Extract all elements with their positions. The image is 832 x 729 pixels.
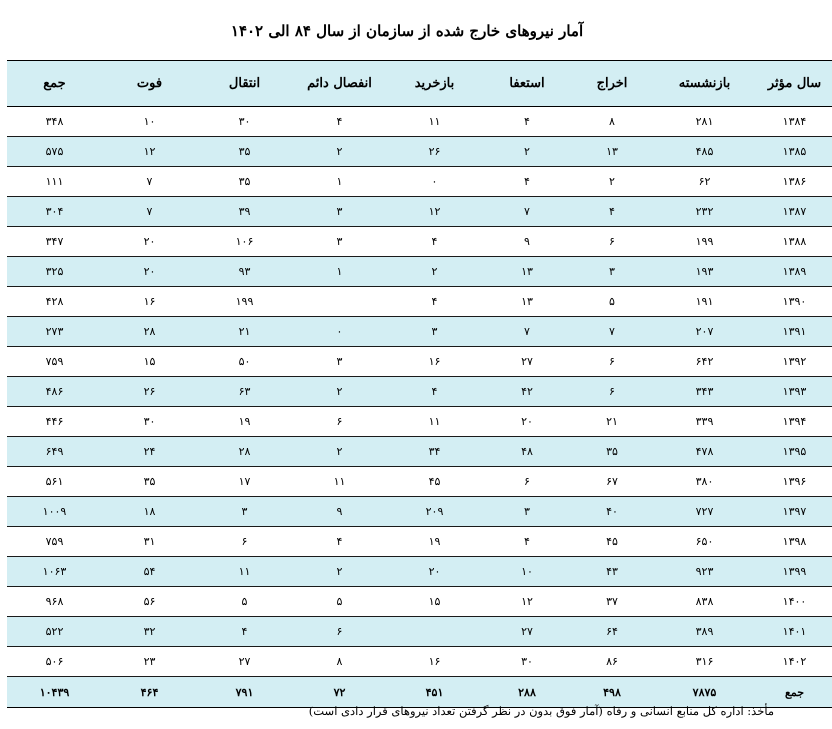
table-cell-transfer: ۴ (197, 617, 292, 647)
table-cell-dismissed: ۴۵ (572, 527, 652, 557)
table-cell-total: ۵۶۱ (7, 467, 102, 497)
table-cell-retired: ۲۰۷ (652, 317, 757, 347)
table-cell-dismissed: ۲ (572, 167, 652, 197)
table-cell-permanent-separation: ۲ (292, 437, 387, 467)
table-cell-permanent-separation (292, 287, 387, 317)
table-cell-dismissed: ۶ (572, 347, 652, 377)
table-cell-dismissed: ۱۳ (572, 137, 652, 167)
table-cell-resigned: ۴۸ (482, 437, 572, 467)
table-cell-retired: ۱۹۱ (652, 287, 757, 317)
total-cell-transfer: ۷۹۱ (197, 677, 292, 708)
table-cell-year: ۱۳۹۵ (757, 437, 832, 467)
table-cell-dismissed: ۸ (572, 107, 652, 137)
table-cell-resigned: ۴ (482, 107, 572, 137)
table-cell-deceased: ۱۰ (102, 107, 197, 137)
table-cell-retired: ۲۸۱ (652, 107, 757, 137)
table-cell-dismissed: ۳۵ (572, 437, 652, 467)
total-cell-permanent-separation: ۷۲ (292, 677, 387, 708)
table-cell-deceased: ۵۶ (102, 587, 197, 617)
table-row (7, 617, 832, 647)
table-cell-buyout: ۲۶ (387, 137, 482, 167)
table-cell-buyout: ۱۱ (387, 407, 482, 437)
table-cell-year: ۱۳۸۷ (757, 197, 832, 227)
table-cell-transfer: ۱۷ (197, 467, 292, 497)
table-cell-buyout: ۴۵ (387, 467, 482, 497)
table-cell-permanent-separation: ۱ (292, 167, 387, 197)
table-cell-year: ۱۳۹۱ (757, 317, 832, 347)
table-cell-retired: ۳۸۰ (652, 467, 757, 497)
stats-table (7, 60, 832, 708)
table-cell-resigned: ۱۳ (482, 287, 572, 317)
table-cell-transfer: ۳۰ (197, 107, 292, 137)
table-row (7, 557, 832, 587)
table-cell-total: ۵۰۶ (7, 647, 102, 677)
table-row (7, 107, 832, 137)
table-cell-resigned: ۱۳ (482, 257, 572, 287)
table-cell-total: ۲۷۳ (7, 317, 102, 347)
table-cell-permanent-separation: ۴ (292, 527, 387, 557)
table-cell-deceased: ۷ (102, 167, 197, 197)
table-cell-year: ۱۳۹۲ (757, 347, 832, 377)
table-cell-total: ۳۰۴ (7, 197, 102, 227)
table-cell-permanent-separation: ۲ (292, 137, 387, 167)
table-cell-buyout: ۴ (387, 227, 482, 257)
table-cell-permanent-separation: ۵ (292, 587, 387, 617)
table-cell-deceased: ۲۴ (102, 437, 197, 467)
table-row (7, 197, 832, 227)
table-cell-total: ۷۵۹ (7, 527, 102, 557)
table-cell-transfer: ۳۵ (197, 167, 292, 197)
table-cell-year: ۱۳۸۹ (757, 257, 832, 287)
table-cell-total: ۶۴۹ (7, 437, 102, 467)
table-cell-permanent-separation: ۱ (292, 257, 387, 287)
total-cell-deceased: ۴۶۴ (102, 677, 197, 708)
table-cell-dismissed: ۴۰ (572, 497, 652, 527)
table-cell-year: ۱۳۸۴ (757, 107, 832, 137)
table-cell-resigned: ۱۰ (482, 557, 572, 587)
table-cell-year: ۱۴۰۲ (757, 647, 832, 677)
table-cell-resigned: ۶ (482, 467, 572, 497)
table-row (7, 377, 832, 407)
table-row (7, 227, 832, 257)
table-cell-deceased: ۵۴ (102, 557, 197, 587)
table-row (7, 527, 832, 557)
table-cell-dismissed: ۵ (572, 287, 652, 317)
table-cell-dismissed: ۶ (572, 377, 652, 407)
table-cell-year: ۱۳۸۸ (757, 227, 832, 257)
table-cell-resigned: ۲ (482, 137, 572, 167)
table-cell-resigned: ۴ (482, 527, 572, 557)
table-cell-transfer: ۲۷ (197, 647, 292, 677)
table-row (7, 257, 832, 287)
table-row (7, 467, 832, 497)
table-cell-retired: ۳۸۹ (652, 617, 757, 647)
table-cell-total: ۳۲۵ (7, 257, 102, 287)
table-cell-deceased: ۲۸ (102, 317, 197, 347)
total-cell-resigned: ۲۸۸ (482, 677, 572, 708)
table-cell-permanent-separation: ۰ (292, 317, 387, 347)
table-cell-buyout: ۱۱ (387, 107, 482, 137)
table-cell-total: ۵۲۲ (7, 617, 102, 647)
table-cell-transfer: ۹۳ (197, 257, 292, 287)
table-cell-retired: ۷۲۷ (652, 497, 757, 527)
table-cell-resigned: ۲۰ (482, 407, 572, 437)
table-cell-total: ۱۰۰۹ (7, 497, 102, 527)
table-cell-year: ۱۳۸۶ (757, 167, 832, 197)
table-cell-year: ۱۳۹۳ (757, 377, 832, 407)
table-cell-deceased: ۲۰ (102, 227, 197, 257)
table-cell-transfer: ۶۳ (197, 377, 292, 407)
total-cell-retired: ۷۸۷۵ (652, 677, 757, 708)
header-col-deceased: فوت (102, 61, 197, 107)
page-title: آمار نیروهای خارج شده از سازمان از سال ۸۴ الی ۱۴۰۲ (230, 22, 584, 40)
table-cell-buyout (387, 617, 482, 647)
table-cell-resigned: ۲۷ (482, 347, 572, 377)
table-cell-total: ۳۴۸ (7, 107, 102, 137)
table-cell-deceased: ۱۶ (102, 287, 197, 317)
table-cell-retired: ۳۴۳ (652, 377, 757, 407)
table-cell-permanent-separation: ۶ (292, 617, 387, 647)
table-row (7, 647, 832, 677)
table-cell-total: ۱۰۶۳ (7, 557, 102, 587)
table-cell-year: ۱۳۹۹ (757, 557, 832, 587)
table-cell-transfer: ۲۸ (197, 437, 292, 467)
table-cell-total: ۹۶۸ (7, 587, 102, 617)
total-cell-buyout: ۴۵۱ (387, 677, 482, 708)
source-note: مأخذ: اداره کل منابع انسانی و رفاه (آمار فوق بدون در نظر گرفتن تعداد نیروهای قرار دادی است) (308, 704, 774, 718)
table-cell-resigned: ۷ (482, 197, 572, 227)
table-cell-year: ۱۴۰۱ (757, 617, 832, 647)
table-cell-resigned: ۳۰ (482, 647, 572, 677)
table-cell-total: ۴۲۸ (7, 287, 102, 317)
header-col-buyout: بازخرید (387, 61, 482, 107)
table-cell-total: ۳۴۷ (7, 227, 102, 257)
table-cell-resigned: ۴۲ (482, 377, 572, 407)
table-cell-deceased: ۷ (102, 197, 197, 227)
table-cell-transfer: ۱۹ (197, 407, 292, 437)
table-cell-deceased: ۲۳ (102, 647, 197, 677)
table-cell-retired: ۸۳۸ (652, 587, 757, 617)
table-cell-buyout: ۱۶ (387, 647, 482, 677)
table-cell-year: ۱۳۹۶ (757, 467, 832, 497)
table-cell-transfer: ۵ (197, 587, 292, 617)
table-cell-dismissed: ۶۴ (572, 617, 652, 647)
table-cell-dismissed: ۸۶ (572, 647, 652, 677)
table-cell-deceased: ۳۱ (102, 527, 197, 557)
table-cell-dismissed: ۲۱ (572, 407, 652, 437)
table-cell-total: ۴۸۶ (7, 377, 102, 407)
table-cell-total: ۷۵۹ (7, 347, 102, 377)
table-row (7, 407, 832, 437)
table-cell-dismissed: ۳۷ (572, 587, 652, 617)
table-cell-resigned: ۲۷ (482, 617, 572, 647)
table-cell-permanent-separation: ۲ (292, 377, 387, 407)
table-cell-retired: ۶۴۲ (652, 347, 757, 377)
table-cell-dismissed: ۳ (572, 257, 652, 287)
header-col-year: سال مؤثر (757, 61, 832, 107)
table-cell-retired: ۳۱۶ (652, 647, 757, 677)
table-cell-resigned: ۱۲ (482, 587, 572, 617)
table-cell-buyout: ۳ (387, 317, 482, 347)
table-cell-permanent-separation: ۹ (292, 497, 387, 527)
total-row (7, 677, 832, 708)
header-row (7, 61, 832, 107)
table-cell-retired: ۶۲ (652, 167, 757, 197)
table-body (7, 107, 832, 708)
table-cell-dismissed: ۴۳ (572, 557, 652, 587)
table-cell-buyout: ۲۰۹ (387, 497, 482, 527)
header-col-retired: بازنشسته (652, 61, 757, 107)
table-cell-transfer: ۱۱ (197, 557, 292, 587)
table-cell-transfer: ۱۰۶ (197, 227, 292, 257)
header-col-permanent-separation: انفصال دائم (292, 61, 387, 107)
header-col-dismissed: اخراج (572, 61, 652, 107)
header-col-resigned: استعفا (482, 61, 572, 107)
table-cell-permanent-separation: ۳ (292, 227, 387, 257)
table-cell-buyout: ۱۵ (387, 587, 482, 617)
table-cell-permanent-separation: ۱۱ (292, 467, 387, 497)
table-cell-buyout: ۲ (387, 257, 482, 287)
table-cell-permanent-separation: ۳ (292, 197, 387, 227)
table-cell-permanent-separation: ۲ (292, 557, 387, 587)
table-cell-transfer: ۲۱ (197, 317, 292, 347)
table-row (7, 587, 832, 617)
table-cell-permanent-separation: ۸ (292, 647, 387, 677)
table-cell-retired: ۹۲۳ (652, 557, 757, 587)
table-cell-retired: ۳۳۹ (652, 407, 757, 437)
table-cell-transfer: ۱۹۹ (197, 287, 292, 317)
table-cell-transfer: ۳۵ (197, 137, 292, 167)
table-cell-deceased: ۱۸ (102, 497, 197, 527)
table-cell-buyout: ۴ (387, 287, 482, 317)
table-cell-total: ۱۱۱ (7, 167, 102, 197)
table-cell-year: ۱۳۹۸ (757, 527, 832, 557)
table-cell-year: ۱۳۸۵ (757, 137, 832, 167)
table-cell-transfer: ۳۹ (197, 197, 292, 227)
table-cell-permanent-separation: ۴ (292, 107, 387, 137)
table-cell-retired: ۴۸۵ (652, 137, 757, 167)
table-row (7, 167, 832, 197)
table-cell-dismissed: ۷ (572, 317, 652, 347)
table-row (7, 317, 832, 347)
total-cell-total: ۱۰۴۳۹ (7, 677, 102, 708)
table-cell-deceased: ۳۰ (102, 407, 197, 437)
table-cell-buyout: ۰ (387, 167, 482, 197)
table-cell-buyout: ۳۴ (387, 437, 482, 467)
table-cell-total: ۴۴۶ (7, 407, 102, 437)
table-row (7, 437, 832, 467)
table-cell-year: ۱۳۹۷ (757, 497, 832, 527)
table-row (7, 347, 832, 377)
table-cell-retired: ۱۹۳ (652, 257, 757, 287)
table-cell-transfer: ۳ (197, 497, 292, 527)
table-cell-deceased: ۱۲ (102, 137, 197, 167)
table-cell-resigned: ۴ (482, 167, 572, 197)
table-cell-resigned: ۹ (482, 227, 572, 257)
table-cell-buyout: ۱۹ (387, 527, 482, 557)
table-cell-year: ۱۴۰۰ (757, 587, 832, 617)
table-cell-buyout: ۲۰ (387, 557, 482, 587)
table-row (7, 137, 832, 167)
table-cell-total: ۵۷۵ (7, 137, 102, 167)
total-cell-year: جمع (757, 677, 832, 708)
table-cell-dismissed: ۶۷ (572, 467, 652, 497)
header-col-total: جمع (7, 61, 102, 107)
header-col-transfer: انتقال (197, 61, 292, 107)
table-cell-retired: ۶۵۰ (652, 527, 757, 557)
table-cell-deceased: ۳۵ (102, 467, 197, 497)
table-cell-resigned: ۷ (482, 317, 572, 347)
table-cell-year: ۱۳۹۴ (757, 407, 832, 437)
table-cell-dismissed: ۴ (572, 197, 652, 227)
table-cell-buyout: ۱۲ (387, 197, 482, 227)
table-cell-resigned: ۳ (482, 497, 572, 527)
table-cell-permanent-separation: ۳ (292, 347, 387, 377)
table-cell-year: ۱۳۹۰ (757, 287, 832, 317)
table-cell-permanent-separation: ۶ (292, 407, 387, 437)
table-cell-dismissed: ۶ (572, 227, 652, 257)
table-cell-deceased: ۳۲ (102, 617, 197, 647)
table-cell-deceased: ۲۰ (102, 257, 197, 287)
table-cell-buyout: ۴ (387, 377, 482, 407)
table-cell-retired: ۴۷۸ (652, 437, 757, 467)
table-cell-buyout: ۱۶ (387, 347, 482, 377)
table-header (7, 61, 832, 107)
table-cell-retired: ۱۹۹ (652, 227, 757, 257)
table-row (7, 287, 832, 317)
table-row (7, 497, 832, 527)
total-cell-dismissed: ۴۹۸ (572, 677, 652, 708)
table-cell-transfer: ۶ (197, 527, 292, 557)
table-cell-deceased: ۱۵ (102, 347, 197, 377)
table-cell-transfer: ۵۰ (197, 347, 292, 377)
table-cell-deceased: ۲۶ (102, 377, 197, 407)
table-cell-retired: ۲۳۲ (652, 197, 757, 227)
